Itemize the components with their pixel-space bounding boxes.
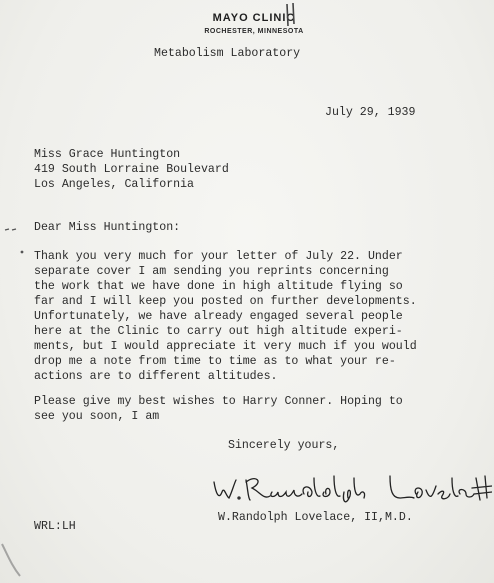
letterhead-location: ROCHESTER, MINNESOTA	[204, 28, 304, 35]
recipient-street: 419 South Lorraine Boulevard	[34, 163, 229, 176]
body-paragraph-1	[34, 249, 417, 384]
complimentary-closing: Sincerely yours,	[228, 439, 340, 452]
body-line: Unfortunately, we have already engaged several people	[34, 310, 403, 323]
corner-stain	[0, 540, 24, 580]
salutation: Dear Miss Huntington:	[34, 221, 181, 234]
body-line: Please give my best wishes to Harry Conner. Hoping to	[34, 395, 403, 408]
reference-initials: WRL:LH	[34, 520, 76, 533]
body-line: separate cover I am sending you reprints concerning	[34, 265, 389, 278]
body-line: Thank you very much for your letter of July 22. Under	[34, 250, 403, 263]
body-line: far and I will keep you posted on further developments.	[34, 295, 417, 308]
body-line: drop me a note from time to time as to what your re-	[34, 355, 396, 368]
letter-date: July 29, 1939	[325, 106, 416, 119]
body-line: here at the Clinic to carry out high altitude experi-	[34, 325, 403, 338]
signatory-name: W.Randolph Lovelace, II,M.D.	[218, 511, 413, 524]
body-line: see you soon, I am	[34, 410, 160, 423]
letterhead-organization: MAYO CLINIC	[212, 12, 296, 24]
body-line: ments, but I would appreciate it very much if you would	[34, 340, 417, 353]
body-line: the work that we have done in high altitude flying so	[34, 280, 403, 293]
letterhead-department: Metabolism Laboratory	[154, 47, 301, 60]
pencil-mark	[18, 248, 26, 256]
pencil-mark	[4, 224, 18, 234]
recipient-name: Miss Grace Huntington	[34, 148, 181, 161]
handwritten-mark	[284, 2, 298, 28]
recipient-city: Los Angeles, California	[34, 178, 195, 191]
body-paragraph-2	[34, 394, 403, 424]
body-line: actions are to different altitudes.	[34, 370, 278, 383]
recipient-address	[34, 147, 229, 192]
handwritten-signature	[210, 468, 492, 508]
